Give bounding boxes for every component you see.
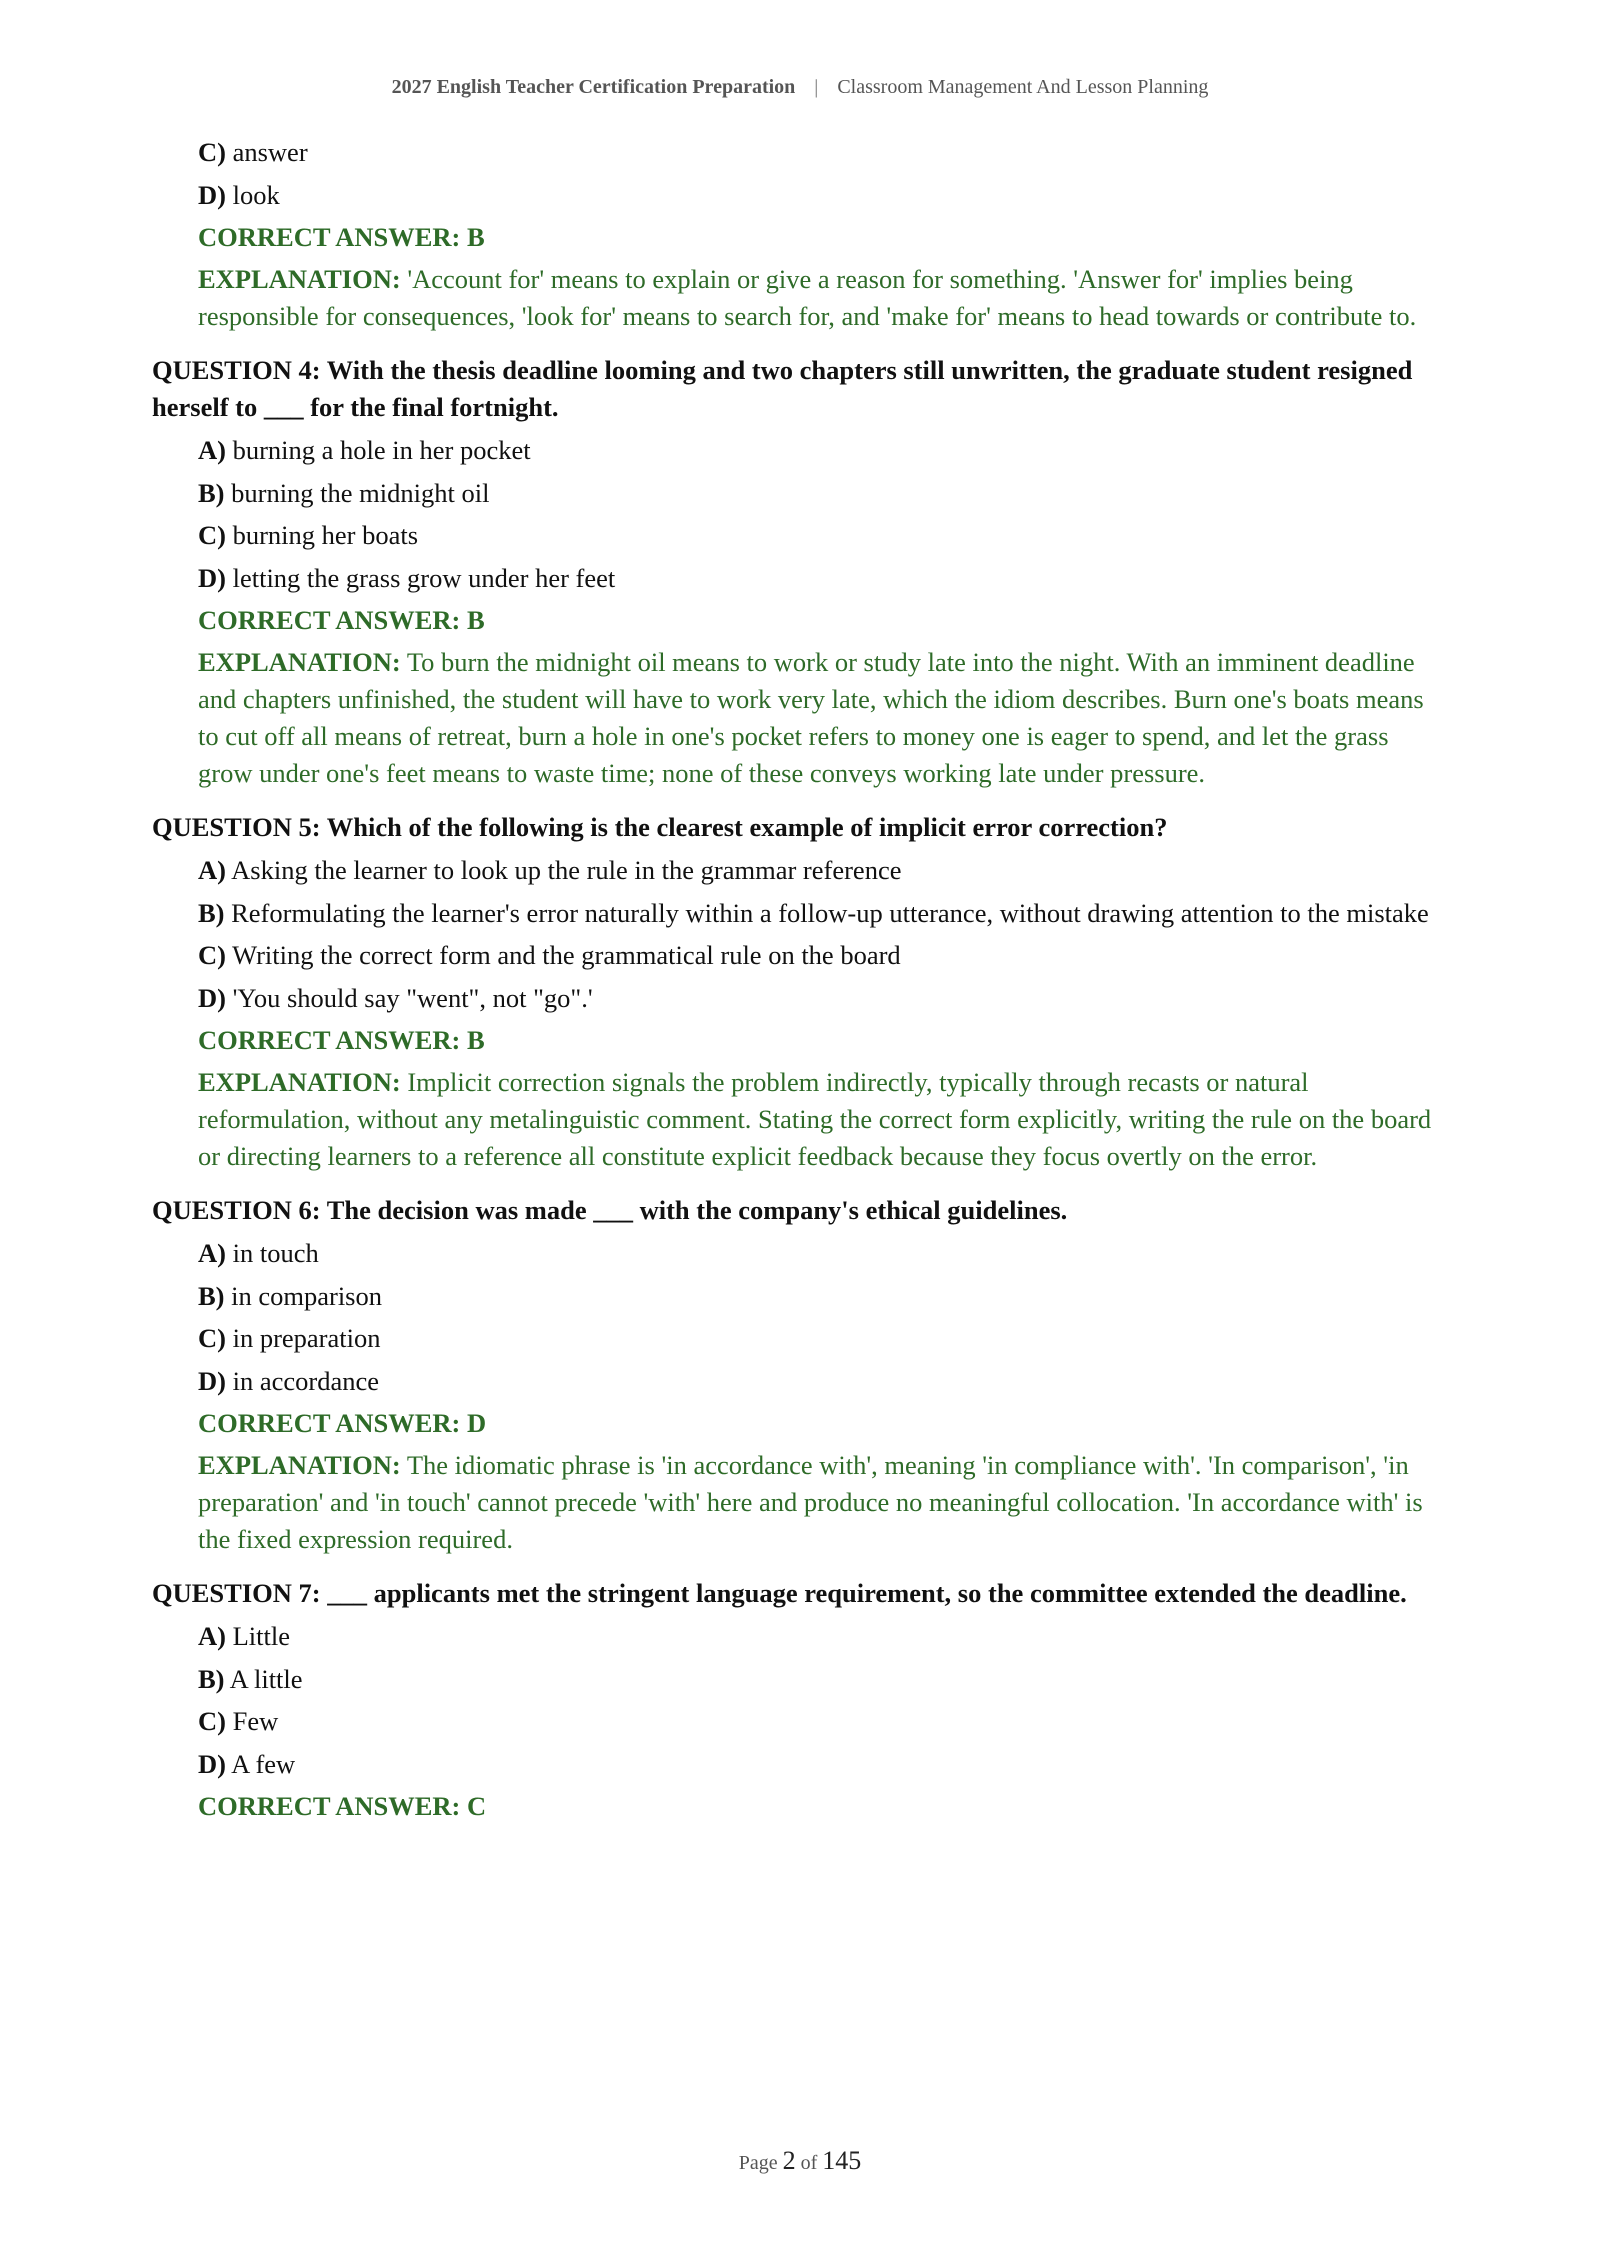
option-text: 'You should say "went", not "go".' — [232, 982, 593, 1013]
option-letter: B) — [198, 897, 225, 928]
option-c — [198, 1703, 1442, 1740]
option-d — [198, 560, 1442, 597]
option-letter: D) — [198, 1365, 226, 1396]
option-c — [198, 937, 1442, 974]
option-letter: C) — [198, 137, 226, 167]
option-letter: D) — [198, 562, 226, 593]
option-c — [198, 517, 1442, 554]
option-text: in accordance — [232, 1365, 379, 1396]
option-letter: D) — [198, 982, 226, 1013]
page-number: 2 — [782, 2146, 796, 2175]
options-list — [198, 852, 1442, 1017]
option-b — [198, 1661, 1442, 1698]
header-title: 2027 English Teacher Certification Preparation — [391, 76, 796, 98]
option-b — [198, 1278, 1442, 1315]
option-b — [198, 895, 1442, 932]
option-text: in preparation — [232, 1323, 381, 1353]
explanation-label: EXPLANATION: — [198, 264, 401, 294]
option-text: burning her boats — [232, 520, 419, 550]
option-letter: C) — [198, 1323, 226, 1353]
question-6 — [152, 1192, 1442, 1558]
explanation-text: 'Account for' means to explain or give a reason for something. 'Answer for' implies being responsible for consequences, 'look for' means to search for, and 'make for' means to head towards or contribute to. — [198, 264, 1417, 331]
question-prompt: QUESTION 6: The decision was made ___ with the company's ethical guidelines. — [152, 1195, 1068, 1225]
option-text: A little — [229, 1663, 303, 1694]
question-3-carryover — [152, 134, 1442, 335]
option-letter: B) — [198, 1280, 225, 1311]
question-prompt: QUESTION 7: ___ applicants met the stringent language requirement, so the committee extended the deadline. — [152, 1578, 1407, 1608]
option-text: Little — [232, 1621, 290, 1651]
option-d — [198, 1363, 1442, 1400]
option-text: Asking the learner to look up the rule in the grammar reference — [231, 855, 902, 885]
option-letter: B) — [198, 1663, 225, 1694]
total-pages: 145 — [822, 2146, 862, 2175]
options-list — [198, 1618, 1442, 1783]
of-word: of — [800, 2152, 818, 2174]
option-letter: A) — [198, 855, 226, 885]
option-text: answer — [232, 137, 308, 167]
explanation-label: EXPLANATION: — [198, 1450, 401, 1480]
option-letter: A) — [198, 435, 226, 465]
option-d — [198, 1746, 1442, 1783]
header-section: Classroom Management And Lesson Planning — [837, 76, 1209, 98]
correct-answer: CORRECT ANSWER: B — [198, 222, 485, 252]
option-a — [198, 432, 1442, 469]
correct-answer: CORRECT ANSWER: C — [198, 1791, 487, 1821]
page-content — [152, 134, 1442, 1830]
option-letter: D) — [198, 179, 226, 210]
page-word: Page — [738, 2152, 778, 2174]
option-d — [198, 177, 1442, 214]
option-c — [198, 134, 1442, 171]
question-prompt: QUESTION 4: With the thesis deadline looming and two chapters still unwritten, the graduate student resigned herself to ___ for the final fortnight. — [152, 355, 1413, 422]
header-separator: | — [814, 76, 819, 98]
option-text: letting the grass grow under her feet — [232, 562, 616, 593]
correct-answer: CORRECT ANSWER: B — [198, 605, 485, 635]
option-a — [198, 852, 1442, 889]
option-a — [198, 1618, 1442, 1655]
option-text: in touch — [232, 1238, 319, 1268]
options-list — [198, 134, 1442, 214]
option-text: look — [232, 179, 280, 210]
option-text: Few — [232, 1706, 279, 1736]
options-list — [198, 1235, 1442, 1400]
option-d — [198, 980, 1442, 1017]
option-letter: D) — [198, 1748, 226, 1779]
question-7 — [152, 1575, 1442, 1825]
option-text: Writing the correct form and the grammatical rule on the board — [232, 940, 901, 970]
option-text: Reformulating the learner's error naturally within a follow-up utterance, without drawing attention to the mistake — [231, 897, 1429, 928]
explanation — [198, 1064, 1442, 1175]
explanation — [198, 644, 1442, 792]
correct-answer: CORRECT ANSWER: D — [198, 1408, 487, 1438]
option-letter: B) — [198, 477, 225, 508]
option-a — [198, 1235, 1442, 1272]
option-text: in comparison — [231, 1280, 382, 1311]
option-letter: A) — [198, 1621, 226, 1651]
explanation-label: EXPLANATION: — [198, 1067, 401, 1097]
explanation-label: EXPLANATION: — [198, 647, 401, 677]
explanation — [198, 261, 1442, 335]
explanation-text: Implicit correction signals the problem indirectly, typically through recasts or natural reformulation, without any metalinguistic comment. Stating the correct form explicitly, writing the rule on the board or directing learners to a reference all constitute explicit feedback because they focus overtly on the error. — [198, 1067, 1432, 1171]
page-footer — [0, 2146, 1600, 2176]
question-prompt: QUESTION 5: Which of the following is the clearest example of implicit error correction? — [152, 812, 1168, 842]
option-letter: C) — [198, 1706, 226, 1736]
explanation-text: To burn the midnight oil means to work or study late into the night. With an imminent deadline and chapters unfinished, the student will have to work very late, which the idiom describes. Burn one's boats means to cut off all means of retreat, burn a hole in one's pocket refers to money one is eager to spend, and let the grass grow under one's feet means to waste time; none of these conveys working late under pressure. — [198, 647, 1424, 788]
options-list — [198, 432, 1442, 597]
page-header — [0, 76, 1600, 99]
option-letter: A) — [198, 1238, 226, 1268]
question-4 — [152, 352, 1442, 792]
option-text: burning a hole in her pocket — [232, 435, 531, 465]
correct-answer: CORRECT ANSWER: B — [198, 1025, 485, 1055]
option-b — [198, 475, 1442, 512]
explanation-text: The idiomatic phrase is 'in accordance with', meaning 'in compliance with'. 'In comparison', 'in preparation' and 'in touch' cannot precede 'with' here and produce no meaningful collocation. 'In accordance with' is the fixed expression required. — [198, 1450, 1423, 1554]
option-letter: C) — [198, 520, 226, 550]
option-text: burning the midnight oil — [231, 477, 490, 508]
question-5 — [152, 809, 1442, 1175]
option-letter: C) — [198, 940, 226, 970]
option-c — [198, 1320, 1442, 1357]
explanation — [198, 1447, 1442, 1558]
option-text: A few — [231, 1748, 296, 1779]
